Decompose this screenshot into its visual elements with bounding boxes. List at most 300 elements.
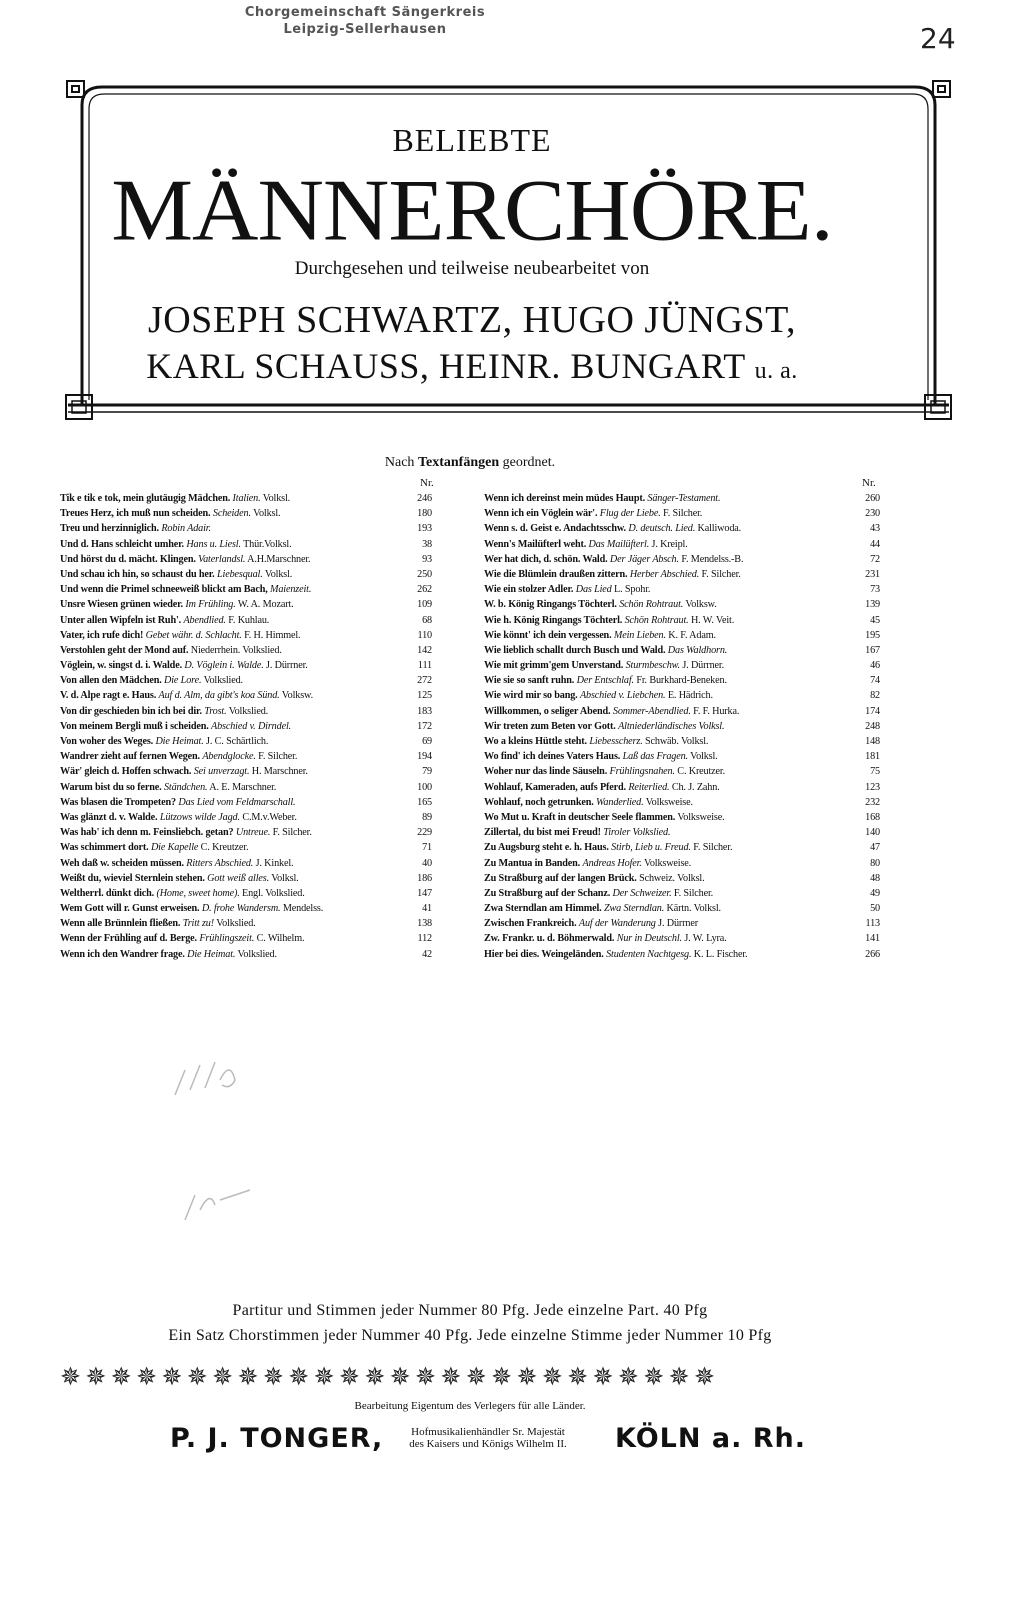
- entry-title: Tiroler Volkslied.: [603, 827, 671, 839]
- entry-composer: C. Kreutzer.: [677, 766, 726, 778]
- entry-composer: Volksw.: [281, 690, 313, 702]
- index-entry: [484, 673, 880, 688]
- editors-line-1: JOSEPH SCHWARTZ, HUGO JÜNGST,: [147, 299, 797, 341]
- entry-composer: Mendelss.: [282, 903, 324, 915]
- main-title: MÄNNERCHÖRE.: [111, 161, 833, 259]
- pencil-marks: [160, 1050, 300, 1230]
- entry-first-line: W. b. König Ringangs Töchterl.: [484, 599, 617, 611]
- entry-title: Liebesqual.: [217, 568, 263, 580]
- index-entry: [484, 552, 880, 567]
- entry-first-line: Wenn ich den Wandrer frage.: [60, 948, 185, 960]
- entry-text: [60, 810, 408, 825]
- eight-point-star-icon: ✵: [338, 1364, 365, 1391]
- entry-first-line: Wär' gleich d. Hoffen schwach.: [60, 766, 192, 778]
- entry-number: 195: [865, 629, 880, 641]
- entry-text: [484, 810, 856, 825]
- entry-title: Gott weiß alles.: [207, 872, 269, 884]
- index-entry: [60, 704, 432, 719]
- entry-composer: J. Dürrner: [658, 918, 698, 930]
- index-entry: [60, 749, 432, 764]
- entry-number: 147: [417, 887, 432, 899]
- entry-number: 72: [870, 553, 880, 565]
- entry-text: [484, 916, 856, 931]
- entry-number: 111: [417, 660, 432, 672]
- entry-first-line: Weltherrl. dünkt dich.: [60, 887, 155, 899]
- index-entry: [60, 582, 432, 597]
- entry-first-line: Wie wird mir so bang.: [484, 690, 578, 702]
- index-column-left: [60, 491, 432, 962]
- index-entry: [60, 597, 432, 612]
- publisher-appointment: [368, 1426, 608, 1450]
- entry-number: 46: [870, 660, 880, 672]
- entry-first-line: Wandrer zieht auf fernen Wegen.: [60, 751, 200, 763]
- entry-text: [60, 780, 408, 795]
- entry-number: 193: [417, 523, 432, 535]
- entry-first-line: Und wenn die Primel schneeweiß blickt am Bach,: [60, 584, 268, 596]
- entry-number: 113: [865, 918, 880, 930]
- entry-title: Der Jäger Absch.: [609, 553, 679, 565]
- entry-first-line: Treu und herzinniglich.: [60, 523, 159, 535]
- entry-title: Das Waldhorn.: [667, 644, 728, 656]
- entry-composer: F. Mendelss.-B.: [681, 553, 744, 565]
- heading-word: geordnet.: [502, 455, 556, 470]
- entry-first-line: Wie mit grimm'gem Unverstand.: [484, 660, 624, 672]
- entry-title: Robin Adair.: [161, 523, 211, 535]
- eight-point-star-icon: ✵: [516, 1364, 542, 1391]
- entry-number: 139: [865, 599, 880, 611]
- entry-number: 232: [865, 796, 880, 808]
- entry-title: Studenten Nachtgesg.: [606, 948, 692, 960]
- eight-point-star-icon: ✵: [262, 1364, 289, 1391]
- entry-composer: F. Silcher.: [663, 508, 703, 520]
- appointment-line-1: Hofmusikalienhändler Sr. Majestät: [411, 1426, 565, 1438]
- entry-title: Abschied v. Liebchen.: [579, 690, 666, 702]
- entry-title: Auf der Wanderung: [578, 918, 656, 930]
- entry-first-line: Vater, ich rufe dich!: [60, 629, 144, 641]
- entry-text: [484, 658, 856, 673]
- entry-composer: Thür.Volksl.: [243, 538, 292, 550]
- entry-first-line: Wo Mut u. Kraft in deutscher Seele flammen.: [484, 811, 676, 823]
- entry-title: Trost.: [204, 705, 227, 717]
- index-entry: [484, 871, 880, 886]
- entry-title: Ständchen.: [163, 781, 208, 793]
- entry-text: [60, 688, 408, 703]
- index-entry: [60, 825, 432, 840]
- index-entry: [484, 643, 880, 658]
- index-entry: [60, 780, 432, 795]
- eight-point-star-icon: ✵: [136, 1364, 162, 1391]
- entry-number: 125: [417, 690, 432, 702]
- index-entry: [484, 840, 880, 855]
- entry-title: Flug der Liebe.: [599, 508, 661, 520]
- entry-title: Das Mailüfterl.: [588, 538, 650, 550]
- eight-point-star-icon: ✵: [668, 1364, 694, 1391]
- entry-number: 40: [422, 857, 432, 869]
- entry-title: D. Vöglein i. Walde.: [184, 660, 264, 672]
- entry-composer: J. Kreipl.: [651, 538, 688, 550]
- entry-number: 69: [422, 736, 432, 747]
- entry-composer: K. L. Fischer.: [693, 948, 748, 960]
- entry-number: 246: [417, 493, 432, 504]
- entry-text: [60, 916, 408, 931]
- entry-text: [60, 749, 408, 764]
- entry-title: Scheiden.: [212, 508, 251, 520]
- entry-number: 230: [865, 508, 880, 520]
- entry-title: Abschied v. Dirndel.: [211, 720, 292, 732]
- entry-number: 272: [417, 675, 432, 687]
- entry-text: [484, 643, 856, 658]
- index-entry: [60, 567, 432, 582]
- entry-number: 229: [417, 827, 432, 839]
- entry-title: Hans u. Liesl.: [186, 538, 241, 550]
- entry-title: Stirb, Lieb u. Freud.: [611, 842, 691, 854]
- index-entry: [484, 628, 880, 643]
- ornament-row: [60, 1362, 890, 1392]
- entry-first-line: Und hörst du d. mächt. Klingen.: [60, 553, 196, 565]
- entry-number: 44: [870, 538, 880, 550]
- entry-title: Die Heimat.: [155, 736, 204, 747]
- subtitle: Durchgesehen und teilweise neubearbeitet von: [294, 258, 650, 279]
- entry-text: [484, 795, 856, 810]
- entry-title: Die Lore.: [164, 675, 202, 687]
- entry-text: [60, 901, 408, 916]
- entry-number: 41: [422, 903, 432, 915]
- entry-text: [60, 719, 408, 734]
- entry-title: Untreue.: [235, 827, 271, 839]
- entry-text: [60, 582, 408, 597]
- eight-point-star-icon: ✵: [440, 1364, 466, 1391]
- entry-text: [60, 628, 408, 643]
- index-entry: [60, 795, 432, 810]
- entry-number: 80: [870, 857, 880, 869]
- entry-composer: F. F. Hurka.: [693, 705, 740, 717]
- entry-number: 75: [870, 766, 880, 778]
- entry-first-line: Wo a kleins Hüttle steht.: [484, 736, 587, 747]
- entry-title: Die Kapelle: [150, 842, 199, 854]
- entry-composer: F. Silcher.: [673, 887, 714, 899]
- page-number: 24: [920, 22, 956, 55]
- entry-first-line: Zu Mantua in Banden.: [484, 857, 581, 869]
- entry-first-line: Und d. Hans schleicht umher.: [60, 538, 184, 550]
- entry-text: [484, 734, 856, 749]
- entry-first-line: Wie h. König Ringangs Töchterl.: [484, 614, 623, 626]
- entry-text: [60, 673, 408, 688]
- entry-title: Der Entschlaf.: [576, 675, 634, 687]
- index-entry: [484, 780, 880, 795]
- entry-composer: C.M.v.Weber.: [242, 811, 297, 823]
- entry-composer: L. Spohr.: [614, 584, 651, 596]
- entry-composer: Volksl.: [253, 508, 281, 520]
- entry-title: Herber Abschied.: [629, 568, 700, 580]
- eight-point-star-icon: ✵: [415, 1364, 441, 1391]
- price-line-1: Partitur und Stimmen jeder Nummer 80 Pfg. Jede einzelne Part. 40 Pfg: [232, 1302, 708, 1319]
- index-entry: [484, 901, 880, 916]
- editors-names: KARL SCHAUSS, HEINR. BUNGART: [146, 346, 746, 386]
- entry-title: Sei unverzagt.: [193, 766, 250, 778]
- entry-first-line: Wenn ich ein Vöglein wär'.: [484, 508, 598, 520]
- entry-first-line: Wohlauf, Kameraden, aufs Pferd.: [484, 781, 626, 793]
- index-entry: [60, 613, 432, 628]
- eight-point-star-icon: ✵: [85, 1364, 111, 1391]
- entry-first-line: Wenn alle Brünnlein fließen.: [60, 918, 181, 930]
- entry-composer: Volkslied.: [237, 948, 277, 960]
- entry-text: [484, 491, 856, 506]
- index-entry: [60, 688, 432, 703]
- editors-line-2: [62, 345, 882, 387]
- entry-number: 42: [422, 948, 432, 960]
- index-entry: [484, 810, 880, 825]
- entry-first-line: Woher nur das linde Säuseln.: [484, 766, 608, 778]
- entry-text: [484, 628, 856, 643]
- eight-point-star-icon: ✵: [237, 1364, 263, 1391]
- eight-point-star-icon: ✵: [186, 1364, 213, 1391]
- entry-number: 168: [865, 811, 880, 823]
- index-entry: [484, 795, 880, 810]
- eight-point-star-icon: ✵: [643, 1364, 669, 1391]
- entry-first-line: Zwischen Frankreich.: [484, 918, 577, 930]
- entry-title: Liebesscherz.: [589, 736, 643, 747]
- index-entry: [60, 886, 432, 901]
- eight-point-star-icon: ✵: [617, 1364, 644, 1391]
- entry-number: 142: [417, 644, 432, 656]
- entry-first-line: Wie sie so sanft ruhn.: [484, 675, 575, 687]
- entry-number: 71: [422, 842, 432, 854]
- entry-text: [60, 552, 408, 567]
- entry-composer: Ch. J. Zahn.: [671, 781, 720, 793]
- entry-title: Abendglocke.: [202, 751, 256, 763]
- entry-first-line: Von allen den Mädchen.: [60, 675, 162, 687]
- entry-text: [60, 567, 408, 582]
- entry-title: Die Heimat.: [187, 948, 236, 960]
- index-entry: [60, 643, 432, 658]
- entry-title: D. deutsch. Lied.: [628, 523, 696, 535]
- entry-number: 181: [865, 751, 880, 763]
- index-entry: [484, 521, 880, 536]
- entry-text: [60, 704, 408, 719]
- entry-first-line: Was blasen die Trompeten?: [60, 796, 176, 808]
- entry-text: [60, 734, 408, 749]
- entry-text: [60, 658, 408, 673]
- entry-composer: Kalliwoda.: [697, 523, 742, 535]
- eight-point-star-icon: ✵: [364, 1364, 390, 1391]
- entry-title: Schön Rohtraut.: [619, 599, 684, 611]
- entry-composer: Fr. Burkhard-Beneken.: [636, 675, 727, 687]
- entry-first-line: Willkommen, o seliger Abend.: [484, 705, 611, 717]
- nr-header-left: Nr.: [420, 477, 434, 489]
- entry-composer: Volksl.: [271, 872, 299, 884]
- entry-composer: K. F. Adam.: [668, 629, 716, 641]
- entry-text: [484, 537, 856, 552]
- entry-text: [484, 749, 856, 764]
- entry-composer: Schweiz. Volksl.: [639, 872, 705, 884]
- index-entry: [484, 704, 880, 719]
- entry-first-line: Wenn s. d. Geist e. Andachtsschw.: [484, 523, 626, 535]
- index-entry: [484, 567, 880, 582]
- index-entry: [484, 886, 880, 901]
- index-entry: [60, 901, 432, 916]
- eight-point-star-icon: ✵: [491, 1364, 517, 1391]
- entry-number: 48: [870, 872, 880, 884]
- entry-text: [60, 491, 408, 506]
- entry-text: [484, 673, 856, 688]
- entry-composer: H. Marschner.: [251, 766, 308, 778]
- editors-suffix: u. a.: [754, 358, 798, 384]
- entry-text: [484, 567, 856, 582]
- entry-first-line: Wem Gott will r. Gunst erweisen.: [60, 903, 200, 915]
- entry-number: 140: [865, 827, 880, 839]
- entry-number: 43: [870, 523, 880, 535]
- entry-composer: J. Kinkel.: [255, 857, 294, 869]
- index-entry: [484, 597, 880, 612]
- entry-text: [484, 613, 856, 628]
- stamp-line-1: Chorgemeinschaft Sängerkreis: [244, 5, 486, 20]
- entry-composer: C. Wilhelm.: [256, 933, 305, 945]
- entry-first-line: Zu Augsburg steht e. h. Haus.: [484, 842, 609, 854]
- index-entry: [484, 613, 880, 628]
- index-entry: [60, 734, 432, 749]
- entry-first-line: Warum bist du so ferne.: [60, 781, 162, 793]
- index-entry: [484, 825, 880, 840]
- entry-composer: F. Kuhlau.: [228, 614, 270, 626]
- entry-composer: J. C. Schärtlich.: [206, 736, 269, 747]
- entry-text: [60, 825, 408, 840]
- index-entry: [484, 582, 880, 597]
- entry-text: [484, 704, 856, 719]
- entry-first-line: Hier bei dies. Weingeländen.: [484, 948, 604, 960]
- index-entry: [60, 673, 432, 688]
- entry-text: [484, 931, 856, 946]
- entry-first-line: Weißt du, wieviel Sternlein stehen.: [60, 872, 205, 884]
- entry-number: 172: [417, 720, 432, 732]
- entry-composer: Schwäb. Volksl.: [645, 736, 709, 747]
- entry-number: 248: [865, 720, 880, 732]
- entry-number: 89: [422, 811, 432, 823]
- entry-title: Andreas Hofer.: [582, 857, 642, 869]
- entry-text: [60, 506, 408, 521]
- entry-composer: Volkslied.: [203, 675, 243, 687]
- entry-text: [484, 871, 856, 886]
- entry-composer: Niederrhein. Volkslied.: [190, 644, 282, 656]
- entry-composer: Volksweise.: [645, 796, 693, 808]
- eight-point-star-icon: ✵: [389, 1364, 416, 1391]
- entry-first-line: Treues Herz, ich muß nun scheiden.: [60, 508, 211, 520]
- entry-title: Altniederländisches Volksl.: [618, 720, 725, 732]
- entry-text: [60, 931, 408, 946]
- entry-text: [484, 688, 856, 703]
- eight-point-star-icon: ✵: [693, 1364, 720, 1391]
- publisher-city: KÖLN a. Rh.: [615, 1423, 807, 1454]
- entry-number: 260: [865, 493, 880, 504]
- entry-first-line: Was glänzt d. v. Walde.: [60, 811, 158, 823]
- entry-first-line: Von woher des Weges.: [60, 736, 154, 747]
- entry-first-line: Von dir geschieden bin ich bei dir.: [60, 705, 202, 717]
- entry-text: [484, 947, 856, 962]
- entry-first-line: Zillertal, du bist mei Freud!: [484, 827, 601, 839]
- entry-text: [60, 840, 408, 855]
- entry-number: 74: [870, 675, 880, 687]
- entry-first-line: Wie die Blümlein draußen zittern.: [484, 568, 628, 580]
- entry-composer: Volksweise.: [677, 811, 725, 823]
- entry-number: 180: [417, 508, 432, 520]
- header-line: BELIEBTE: [392, 122, 552, 158]
- entry-first-line: Was hab' ich denn m. Feinsliebch. getan?: [60, 827, 234, 839]
- entry-composer: F. Silcher.: [701, 568, 741, 580]
- eight-point-star-icon: ✵: [110, 1364, 137, 1391]
- index-entry: [484, 658, 880, 673]
- entry-text: [484, 506, 856, 521]
- eight-point-star-icon: ✵: [60, 1364, 86, 1391]
- entry-title: Abendlied.: [183, 614, 226, 626]
- entry-first-line: Wie könnt' ich dein vergessen.: [484, 629, 612, 641]
- entry-first-line: Wir treten zum Beten vor Gott.: [484, 720, 616, 732]
- index-entry: [60, 871, 432, 886]
- entry-first-line: Und schau ich hin, so schaust du her.: [60, 568, 215, 580]
- entry-first-line: Unter allen Wipfeln ist Ruh'.: [60, 614, 182, 626]
- index-entry: [60, 947, 432, 962]
- entry-text: [60, 764, 408, 779]
- entry-text: [484, 840, 856, 855]
- entry-number: 266: [865, 948, 880, 960]
- index-entry: [60, 628, 432, 643]
- entry-number: 109: [417, 599, 432, 611]
- heading-word-bold: Textanfängen: [417, 455, 500, 470]
- index-entry: [484, 537, 880, 552]
- entry-number: 186: [417, 872, 432, 884]
- entry-first-line: Wer hat dich, d. schön. Wald.: [484, 553, 608, 565]
- entry-text: [484, 719, 856, 734]
- entry-number: 262: [417, 584, 432, 596]
- entry-number: 141: [865, 933, 880, 945]
- entry-title: Wanderlied.: [596, 796, 644, 808]
- entry-title: Das Lied vom Feldmarschall.: [178, 796, 296, 808]
- entry-first-line: Vöglein, w. singst d. i. Walde.: [60, 660, 182, 672]
- entry-title: Das Lied: [575, 584, 612, 596]
- index-entry: [60, 491, 432, 506]
- index-entry: [60, 521, 432, 536]
- index-entry: [60, 931, 432, 946]
- entry-title: Maienzeit.: [270, 584, 312, 596]
- entry-composer: F. Silcher.: [693, 842, 733, 854]
- entry-first-line: Verstohlen geht der Mond auf.: [60, 644, 189, 656]
- entry-title: Sommer-Abendlied.: [612, 705, 691, 717]
- entry-composer: J. Dürrner.: [266, 660, 308, 672]
- entry-text: [484, 764, 856, 779]
- entry-composer: C. Kreutzer.: [200, 842, 249, 854]
- entry-text: [60, 613, 408, 628]
- entry-number: 38: [422, 538, 432, 550]
- owner-stamp: [215, 4, 515, 38]
- entry-first-line: Von meinem Bergli muß i scheiden.: [60, 720, 209, 732]
- eight-point-star-icon: ✵: [313, 1364, 339, 1391]
- index-entry: [60, 856, 432, 871]
- entry-composer: Volksl.: [264, 568, 293, 580]
- entry-number: 165: [417, 796, 432, 808]
- entry-text: [60, 886, 408, 901]
- nr-header-right: Nr.: [862, 477, 876, 489]
- entry-first-line: Unsre Wiesen grünen wieder.: [60, 599, 183, 611]
- index-entry: [484, 947, 880, 962]
- entry-text: [60, 643, 408, 658]
- index-entry: [484, 506, 880, 521]
- entry-composer: W. A. Mozart.: [237, 599, 294, 611]
- eight-point-star-icon: ✵: [541, 1364, 568, 1391]
- index-entry: [60, 719, 432, 734]
- entry-title: Mein Lieben.: [613, 629, 666, 641]
- entry-number: 68: [422, 614, 432, 626]
- entry-composer: Volkslied.: [216, 918, 256, 930]
- entry-first-line: Wenn ich dereinst mein müdes Haupt.: [484, 493, 645, 504]
- entry-composer: Volksl.: [262, 493, 291, 504]
